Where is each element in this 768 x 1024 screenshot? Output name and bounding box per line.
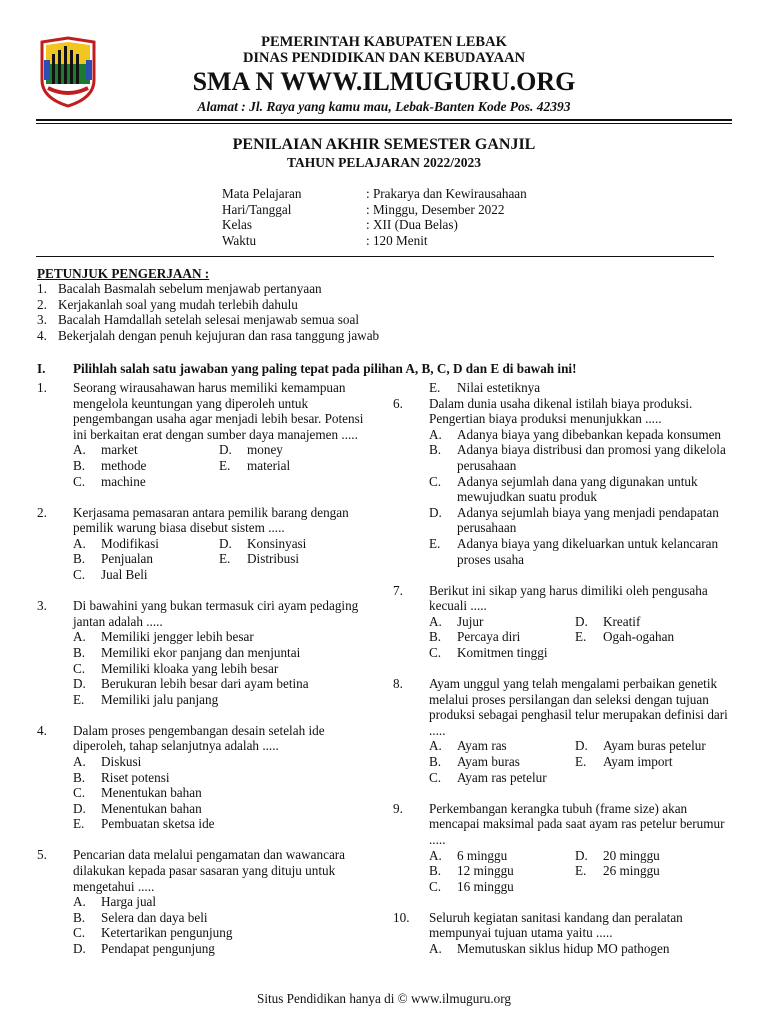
option: E. Adanya biaya yang dikeluarkan untuk kelancaran proses usaha [429,535,719,567]
question-7: 7. Berikut ini sikap yang harus dimiliki oleh pengusaha kecuali ..... [393,582,708,614]
option-row: C. 16 minggu [429,878,514,894]
option: B. Adanya biaya distribusi dan promosi yang dikelola perusahaan [429,442,726,473]
list-item: 2. Kerjakanlah soal yang mudah terlebih dahulu [37,296,298,312]
list-item: 1. Bacalah Basmalah sebelum menjawab pertanyaan [37,281,322,296]
instructions-heading: PETUNJUK PENGERJAAN : [37,266,210,281]
header-divider-thin [36,123,732,124]
page-footer: Situs Pendidikan hanya di © www.ilmuguru.org [257,991,511,1006]
option: A. Memiliki jengger lebih besar [73,629,254,645]
question-3: 3. Di bawahini yang bukan termasuk ciri ayam pedaging jantan adalah ..... [37,598,359,629]
option-row: C. Ayam ras petelur [429,769,547,785]
info-row: Waktu : 120 Menit [222,232,428,248]
option: C. Adanya sejumlah dana yang digunakan untuk mewujudkan suatu produk [429,473,698,505]
question-6: 6. Dalam dunia usaha dikenal istilah biaya produksi. Pengertian biaya produksi menunjukkan ..... [393,395,693,427]
header-divider-thick [36,119,732,121]
option-row: B. Percaya diri E. Ogah-ogahan [429,629,675,645]
option: C. Ketertarikan pengunjung [73,925,233,941]
lebak-emblem-logo [38,36,98,108]
header-department: DINAS PENDIDIKAN DAN KEBUDAYAAN [242,50,526,66]
school-name: SMA N WWW.ILMUGURU.ORG [192,67,576,96]
option: C. Memiliki kloaka yang lebih besar [73,660,279,676]
header-government: PEMERINTAH KABUPATEN LEBAK [261,34,507,50]
option: E. Pembuatan sketsa ide [73,816,215,832]
option-row: B. Ayam buras E. Ayam import [429,754,673,770]
question-9: 9. Perkembangan kerangka tubuh (frame size) akan mencapai maksimal pada saat ayam ras petelur berumur ..... [393,800,725,847]
option-row: C. Jual Beli [73,567,148,583]
option: A. Harga jual [73,894,157,910]
questions-right-column [393,380,738,957]
option: B. Selera dan daya beli [73,909,208,925]
option: C. Menentukan bahan [73,785,202,801]
option: A. Memutuskan siklus hidup MO pathogen [429,941,670,956]
list-item: 3. Bacalah Hamdallah setelah selesai menjawab semua soal [37,312,359,328]
list-item: 4. Bekerjalah dengan penuh kejujuran dan rasa tanggung jawab [37,327,380,343]
option-row: A. market D. money [73,442,283,458]
option-row: B. methode E. material [73,457,291,473]
info-row: Mata Pelajaran : Prakarya dan Kewirausahaan [222,186,527,201]
question-4: 4. Dalam proses pengembangan desain setelah ide diperoleh, tahap selanjutnya adalah ..... [37,722,325,754]
exam-year: TAHUN PELAJARAN 2022/2023 [286,155,481,170]
option: A. Diskusi [73,753,142,769]
option-row: A. 6 minggu D. 20 minggu [429,847,660,863]
option: D. Pendapat pengunjung [73,941,215,956]
option-row: A. Modifikasi D. Konsinyasi [73,535,307,551]
question-1: 1. Seorang wirausahawan harus memiliki kemampuan mengelola keuntungan yang diperoleh untuk pengembangan usaha agar menjadi lebih besar. Potensi ini berkaitan erat dengan sumber daya manajemen ..... [37,380,364,442]
info-row: Hari/Tanggal : Minggu, Desember 2022 [222,201,505,217]
option-row: C. machine [73,473,146,489]
option-row: B. 12 minggu E. 26 minggu [429,863,660,879]
exam-title: PENILAIAN AKHIR SEMESTER GANJIL [232,136,536,153]
option: B. Memiliki ekor panjang dan menjuntai [73,644,301,660]
question-2: 2. Kerjasama pemasaran antara pemilik barang dengan pemilik warung biasa disebut sistem ..... [37,504,349,536]
option-row: B. Penjualan E. Distribusi [73,551,300,567]
option-row: C. Komitmen tinggi [429,645,548,660]
info-divider [36,256,714,257]
option: D. Berukuran lebih besar dari ayam betina [73,676,309,692]
option-row: A. Ayam ras D. Ayam buras petelur [429,738,706,754]
info-row: Kelas : XII (Dua Belas) [222,217,458,232]
option: D. Menentukan bahan [73,800,202,816]
instructions-list [37,281,379,343]
option: D. Adanya sejumlah biaya yang menjadi pendapatan perusahaan [429,504,719,536]
option-row: A. Jujur D. Kreatif [429,613,641,629]
option: E. Memiliki jalu panjang [73,691,219,707]
option: B. Riset potensi [73,769,170,785]
exam-info [222,186,527,248]
option: E. Nilai estetiknya [429,380,541,395]
questions-left-column [37,380,377,957]
question-5: 5. Pencarian data melalui pengamatan dan wawancara dilakukan kepada pasar sasaran yang dituju untuk mengetahui ..... [37,847,346,894]
question-8: 8. Ayam unggul yang telah mengalami perbaikan genetik melalui proses persilangan dan seleksi dengan tujuan produksi sebagai penghasil telur merupakan definisi dari ..... [393,676,728,738]
option: A. Adanya biaya yang dibebankan kepada konsumen [429,426,722,442]
question-10: 10. Seluruh kegiatan sanitasi kandang dan peralatan mempunyai tujuan utama yaitu ..... [393,909,683,941]
section-heading: I. Pilihlah salah satu jawaban yang paling tepat pada pilihan A, B, C, D dan E di bawah ini! [37,361,577,376]
school-address: Alamat : Jl. Raya yang kamu mau, Lebak-Banten Kode Pos. 42393 [197,99,571,114]
